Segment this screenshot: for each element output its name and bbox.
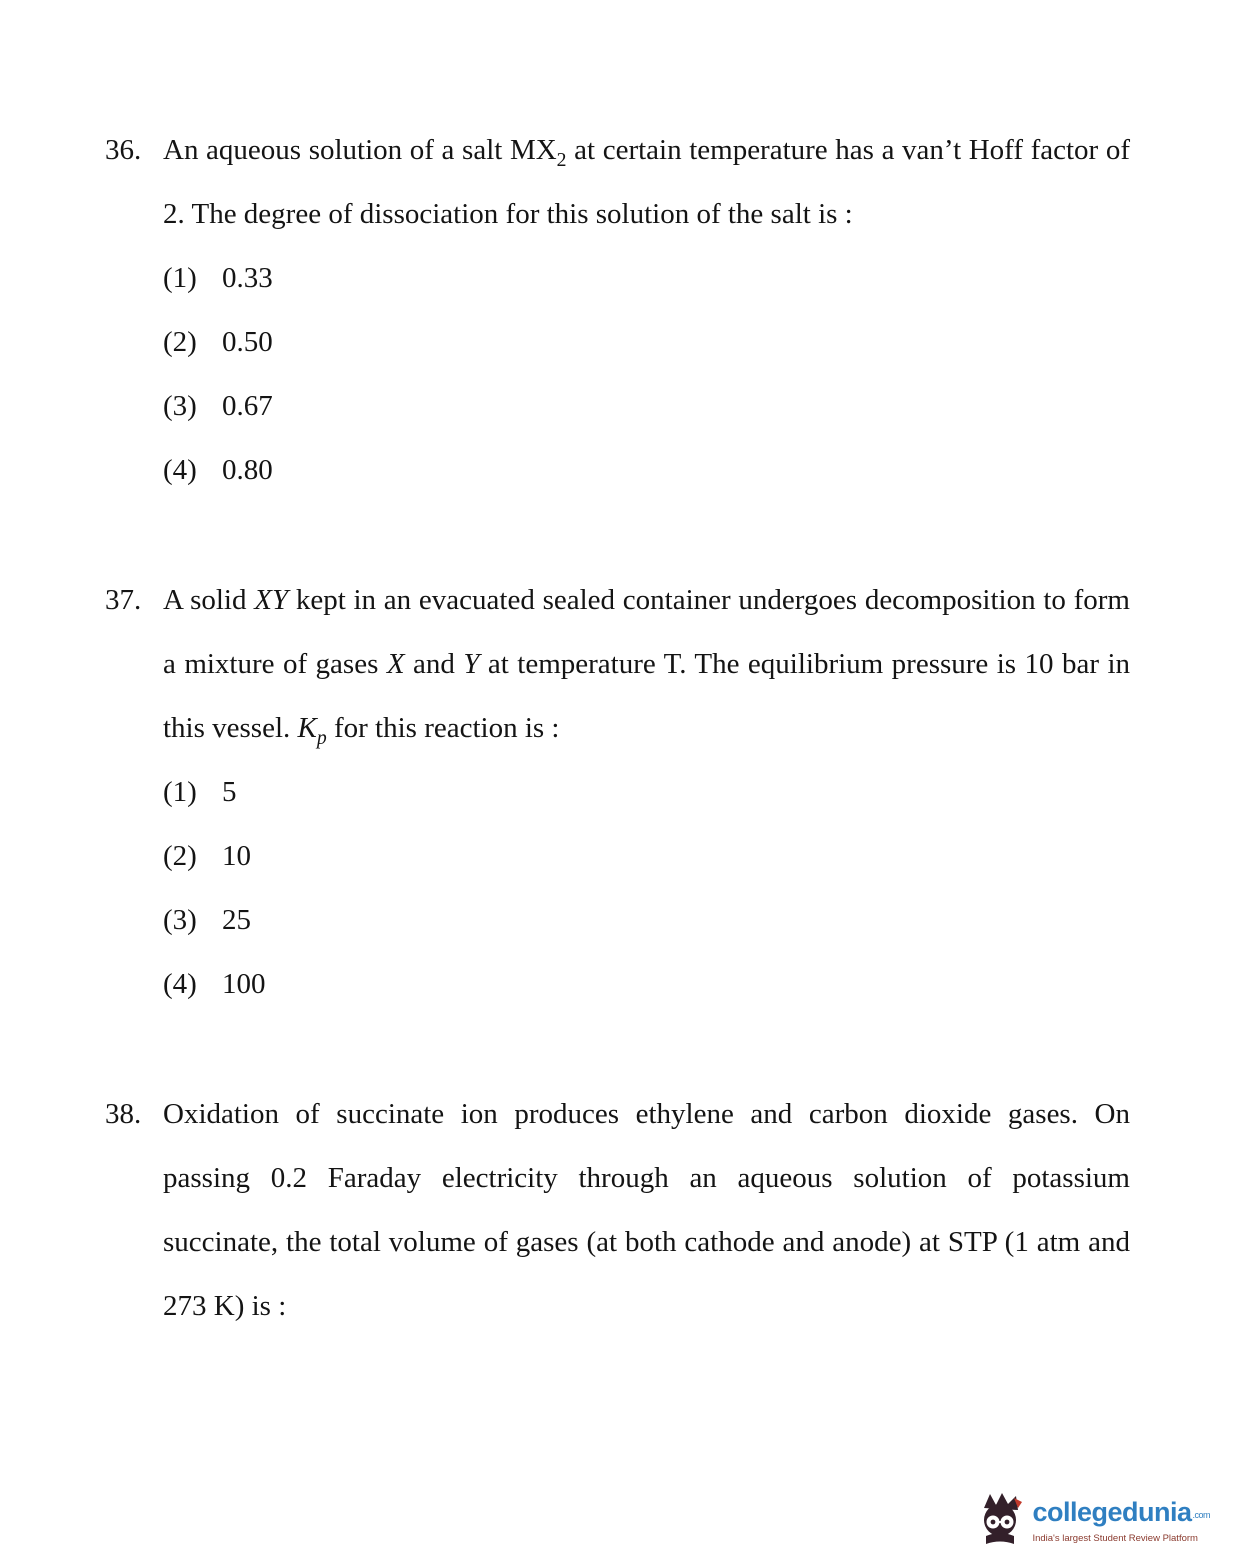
option-row bbox=[163, 374, 1130, 438]
option-value: 0.33 bbox=[222, 262, 273, 294]
text-segment-italic: K bbox=[297, 712, 317, 744]
option-number: (2) bbox=[163, 840, 197, 872]
text-segment-italic: X bbox=[386, 648, 405, 680]
text-segment: at temperature T. The equilibrium pressure is 10 bar in this vessel. bbox=[163, 648, 1131, 744]
text-segment: at certain temperature has a van’t Hoff factor of 2. The degree of dissociation for this solution of the salt is : bbox=[163, 134, 1130, 230]
option-value: 25 bbox=[222, 904, 251, 936]
option-row bbox=[163, 438, 1130, 502]
question-38 bbox=[105, 1082, 1130, 1338]
text-segment: An aqueous solution of a salt MX bbox=[163, 134, 557, 166]
brand-tagline: India's largest Student Review Platform bbox=[1032, 1533, 1198, 1544]
brand-line bbox=[1032, 1498, 1210, 1529]
question-body bbox=[163, 118, 1130, 502]
option-number: (2) bbox=[163, 326, 197, 358]
question-number: 37. bbox=[105, 584, 142, 616]
option-row bbox=[163, 952, 1130, 1016]
option-number: (3) bbox=[163, 390, 197, 422]
question-body bbox=[163, 1082, 1130, 1338]
option-value: 10 bbox=[222, 840, 251, 872]
options-list bbox=[163, 246, 1130, 502]
question-number: 38. bbox=[105, 1098, 142, 1130]
brand-name: collegedunia bbox=[1032, 1497, 1192, 1527]
subscript-segment: 2 bbox=[556, 148, 567, 171]
question-text bbox=[163, 1082, 1130, 1338]
option-number: (4) bbox=[163, 454, 197, 486]
question-text bbox=[163, 118, 1130, 246]
option-row bbox=[163, 760, 1130, 824]
option-row bbox=[163, 310, 1130, 374]
question-body bbox=[163, 568, 1130, 1016]
option-number: (3) bbox=[163, 904, 197, 936]
brand-suffix: .com bbox=[1192, 1510, 1210, 1520]
text-segment-italic: Y bbox=[463, 648, 480, 680]
text-segment: A solid bbox=[163, 584, 255, 616]
logo-text bbox=[1032, 1492, 1210, 1544]
text-segment: Oxidation of succinate ion produces ethylene and carbon dioxide gases. On passing 0.2 Faraday electricity through an aqueous solution of potassium succinate, the total volume of gases (at both cathode and anode) at STP (1 atm and 273 K) is : bbox=[163, 1098, 1130, 1322]
text-segment: for this reaction is : bbox=[326, 712, 560, 744]
question-37 bbox=[105, 568, 1130, 1016]
option-value: 0.67 bbox=[222, 390, 273, 422]
option-number: (4) bbox=[163, 968, 197, 1000]
option-value: 100 bbox=[222, 968, 266, 1000]
document-page bbox=[105, 118, 1130, 1404]
subscript-segment: p bbox=[316, 726, 327, 749]
question-36 bbox=[105, 118, 1130, 502]
text-segment-italic: XY bbox=[254, 584, 289, 616]
question-text bbox=[163, 568, 1130, 760]
option-value: 0.50 bbox=[222, 326, 273, 358]
question-number: 36. bbox=[105, 134, 142, 166]
option-row bbox=[163, 824, 1130, 888]
text-segment: and bbox=[404, 648, 464, 680]
option-value: 0.80 bbox=[222, 454, 273, 486]
option-number: (1) bbox=[163, 262, 197, 294]
mascot-icon bbox=[974, 1492, 1026, 1548]
option-number: (1) bbox=[163, 776, 197, 808]
text-segment: kept in an evacuated sealed container undergoes decomposition to form a mixture of gases bbox=[163, 584, 1130, 680]
option-row bbox=[163, 246, 1130, 310]
option-value: 5 bbox=[222, 776, 237, 808]
option-row bbox=[163, 888, 1130, 952]
options-list bbox=[163, 760, 1130, 1016]
collegedunia-logo bbox=[974, 1492, 1210, 1548]
